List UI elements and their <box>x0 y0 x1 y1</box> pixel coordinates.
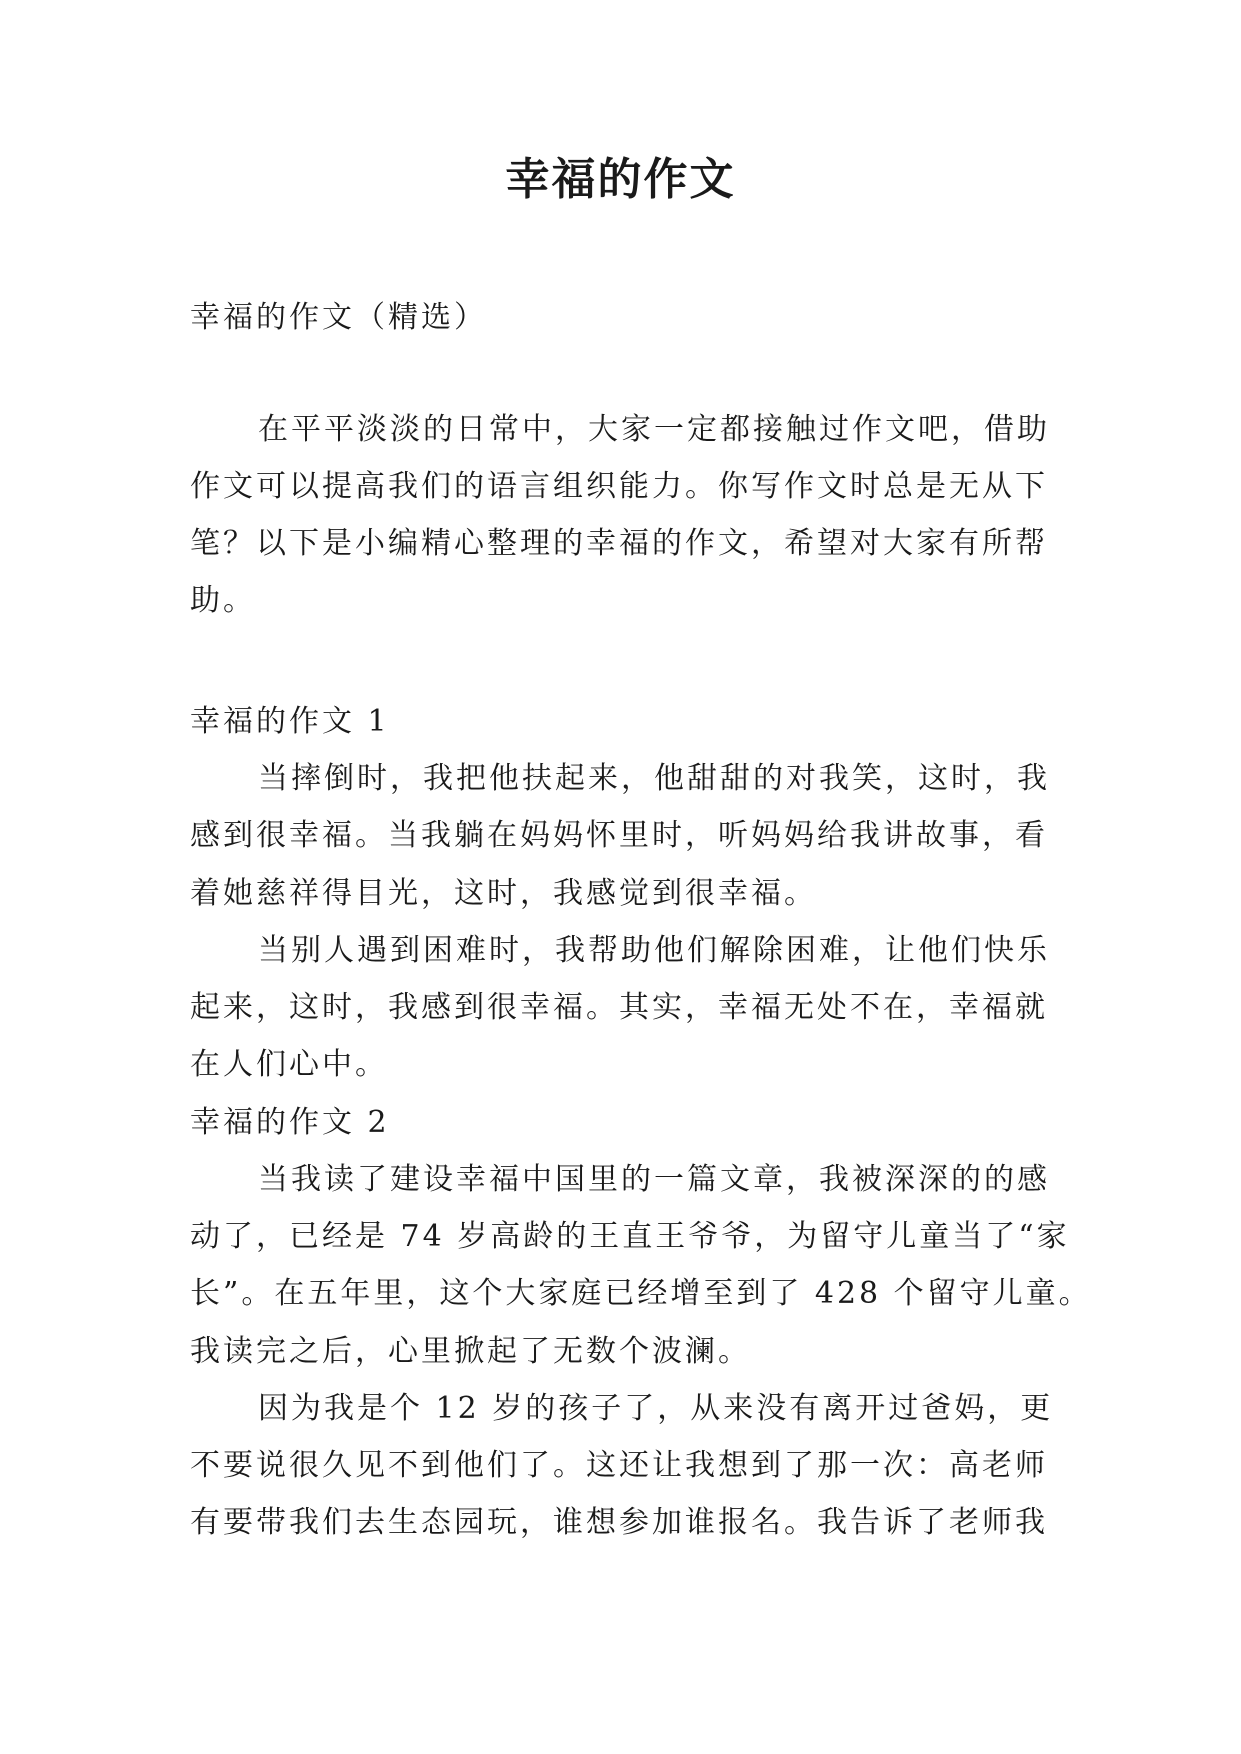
intro-line: 笔？以下是小编精心整理的幸福的作文，希望对大家有所帮 <box>190 526 1048 561</box>
intro-line: 助。 <box>190 583 256 618</box>
essay1-line: 当摔倒时，我把他扶起来，他甜甜的对我笑，这时，我 <box>258 761 1050 796</box>
essay1-line: 着她慈祥得目光，这时，我感觉到很幸福。 <box>190 876 817 911</box>
essay1-line: 感到很幸福。当我躺在妈妈怀里时，听妈妈给我讲故事，看 <box>190 818 1048 853</box>
essay2-line: 动了，已经是 74 岁高龄的王直王爷爷，为留守儿童当了“家 <box>190 1219 1070 1254</box>
essay2-line: 有要带我们去生态园玩，谁想参加谁报名。我告诉了老师我 <box>190 1505 1048 1540</box>
essay1-line: 当别人遇到困难时，我帮助他们解除困难，让他们快乐 <box>258 933 1050 968</box>
essay2-line: 长”。在五年里，这个大家庭已经增至到了 428 个留守儿童。 <box>190 1276 1092 1311</box>
essay2-line: 当我读了建设幸福中国里的一篇文章，我被深深的的感 <box>258 1162 1050 1197</box>
intro-line: 作文可以提高我们的语言组织能力。你写作文时总是无从下 <box>190 469 1048 504</box>
document-subtitle: 幸福的作文（精选） <box>190 300 487 335</box>
essay2-line: 不要说很久见不到他们了。这还让我想到了那一次：高老师 <box>190 1448 1048 1483</box>
intro-line: 在平平淡淡的日常中，大家一定都接触过作文吧，借助 <box>258 412 1050 447</box>
essay2-heading: 幸福的作文 2 <box>190 1105 390 1140</box>
essay2-line: 因为我是个 12 岁的孩子了，从来没有离开过爸妈，更 <box>258 1391 1054 1426</box>
essay1-line: 起来，这时，我感到很幸福。其实，幸福无处不在，幸福就 <box>190 990 1048 1025</box>
essay1-heading: 幸福的作文 1 <box>190 704 390 739</box>
essay2-line: 我读完之后，心里掀起了无数个波澜。 <box>190 1334 751 1369</box>
essay1-line: 在人们心中。 <box>190 1047 388 1082</box>
document-title: 幸福的作文 <box>505 154 736 205</box>
